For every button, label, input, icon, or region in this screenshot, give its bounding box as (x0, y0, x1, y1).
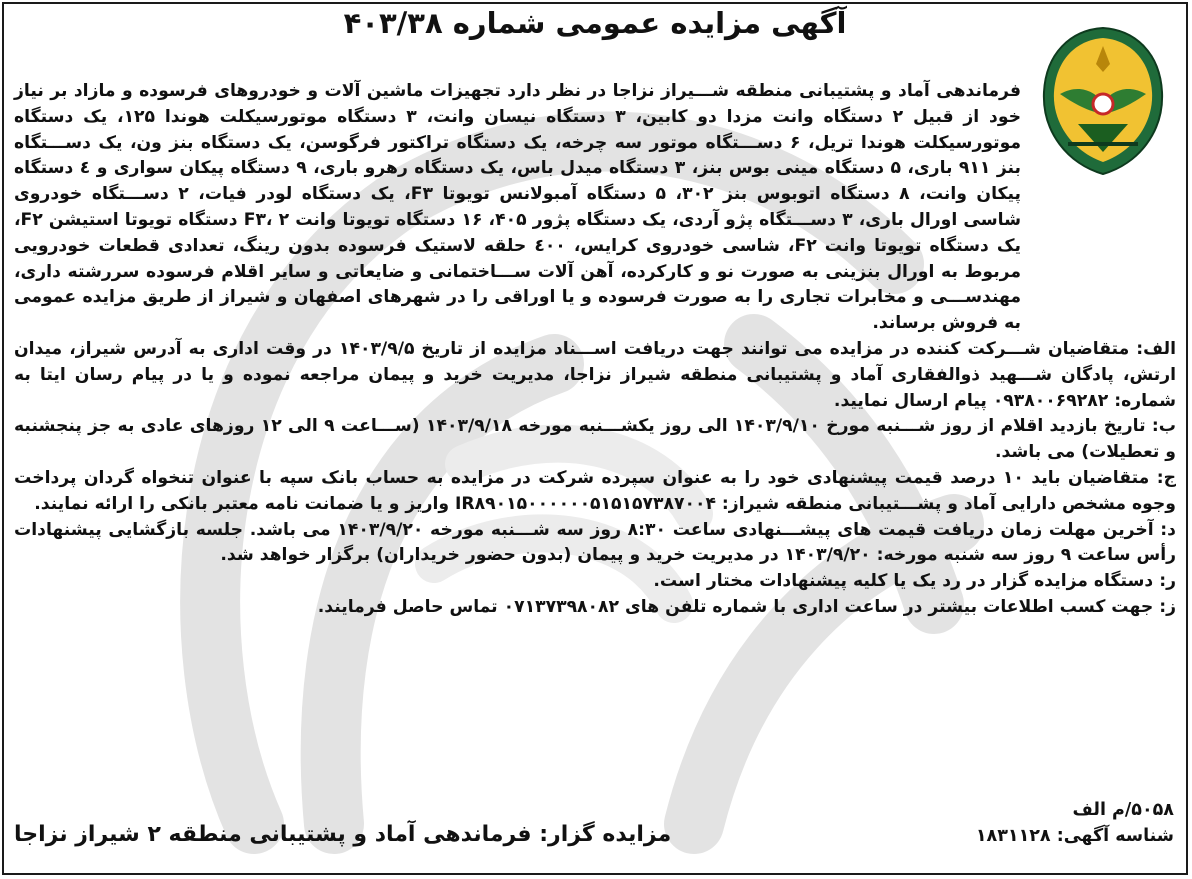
intro-paragraph: فرماندهی آماد و پشتیبانی منطقه شـــیراز نزاجا در نظر دارد تجهیزات ماشین آلات و خودروهای فرسوده و مازاد بر نیاز خود از قبیل ۲ دستگاه وانت مزدا دو کابین، ۳ دستگاه نیسان وانت، ۳ دستگاه موتورسیکلت هوندا ۱۲۵، یک دستگاه موتورسیکلت هوندا تریل، ۶ دســـتگاه موتور سه چرخه، یک دستگاه تراکتور فرگوسن، یک دستگاه بنز ون، یک دســـتگاه بنز ۹۱۱ باری، ۵ دستگاه مینی بوس بنز، ۳ دستگاه میدل باس، یک دستگاه رهرو باری، ۹ دستگاه پیکان سواری و ٤ دستگاه پیکان وانت، ۸ دستگاه اتوبوس بنز ۳۰۲، ۵ دستگاه آمبولانس تویوتا F۳، یک دستگاه لودر فیات، ۲ دســـتگاه خودروی شاسی اورال باری، ۳ دســـتگاه پژو آردی، یک دستگاه پژور ۴۰۵، ۱۶ دستگاه تویوتا وانت F۳، ۲ دستگاه تویوتا استیشن F۲، یک دستگاه تویوتا وانت F۲، شاسی خودروی کرایس، ٤۰۰ حلقه لاستیک فرسوده بدون رینگ، تعدادی قطعات خودرویی مربوط به اورال بنزینی به صورت نو و کارکرده، آهن آلات ســـاختمانی و ضایعاتی و سایر اقلام فرسوده سررشته داری، مهندســـی و مخابرات تجاری را به صورت فرسوده و یا اوراقی را در شهرهای اصفهان و شیراز از طریق مزایده عمومی به فروش برساند. (14, 81, 1022, 334)
clause-ze: ز: جهت کسب اطلاعات بیشتر در ساعت اداری با شماره تلفن های ۰۷۱۳۷۳۹۸۰۸۲ تماس حاصل فرمایند. (317, 596, 1176, 617)
clause-jim: ج: متقاضیان باید ۱۰ درصد قیمت پیشنهادی خود را به عنوان سپرده شرکت در مزایده به حساب بانک سپه با عنوان تنخواه گردان پرداخت وجوه مشخص دارایی آماد و پشـــتیبانی منطقه شیراز: IR۸۹۰۱۵۰۰۰۰۰۰۵۱۵۱۵۷۳۸۷۰۰۴ واریز و یا ضمانت نامه معتبر بانکی را ارائه نمایند. (14, 467, 1176, 514)
ad-identifier (976, 797, 1174, 849)
ad-code: ۵۰۵۸/م الف (1072, 800, 1174, 820)
clause-re: ر: دستگاه مزایده گزار در رد یک یا کلیه پیشنهادات مختار است. (653, 571, 1176, 592)
notice-title: آگهی مزایده عمومی شماره ۴۰۳/۳۸ (343, 6, 847, 40)
clause-alef: الف: متقاضیان شـــرکت کننده در مزایده می توانند جهت دریافت اســـناد مزایده از تاریخ ۱۴۰۳/۹/۵ در وقت اداری به آدرس شیراز، میدان ارتش، پادگان شـــهید ذوالفقاری آماد و پشتیبانی منطقه شیراز نزاجا، مدیریت خرید و پیمان مراجعه نموده و یا در پیام رسان ایتا به شماره: ۰۹۳۸۰۰۶۹۲۸۲ پیام ارسال نمایید. (14, 338, 1176, 411)
clause-dal: د: آخرین مهلت زمان دریافت قیمت های پیشـــنهادی ساعت ۸:۳۰ روز سه شـــنبه مورخه ۱۴۰۳/۹/۲۰ می باشد. جلسه بازگشایی پیشنهادات رأس ساعت ۹ روز سه شنبه مورخه: ۱۴۰۳/۹/۲۰ در مدیریت خرید و پیمان (بدون حضور خریداران) برگزار خواهد شد. (14, 519, 1177, 566)
auction-notice (2, 2, 1188, 875)
ad-id-label: شناسه آگهی: (1056, 826, 1174, 846)
notice-body (14, 79, 1176, 621)
organizer: مزایده گزار: فرماندهی آماد و پشتیبانی منطقه ۲ شیراز نزاجا (14, 822, 672, 847)
ad-id-line (976, 823, 1174, 849)
clause-be: ب: تاریخ بازدید اقلام از روز شـــنبه مورخ ۱۴۰۳/۹/۱۰ الی روز یکشـــنبه مورخه ۱۴۰۳/۹/۱۸ (ســـاعت ۹ الی ۱۲ روزهای عادی به جز پنجشنبه و تعطیلات) می باشد. (14, 416, 1176, 463)
ad-id-value: ۱۸۳۱۱۲۸ (975, 826, 1051, 846)
